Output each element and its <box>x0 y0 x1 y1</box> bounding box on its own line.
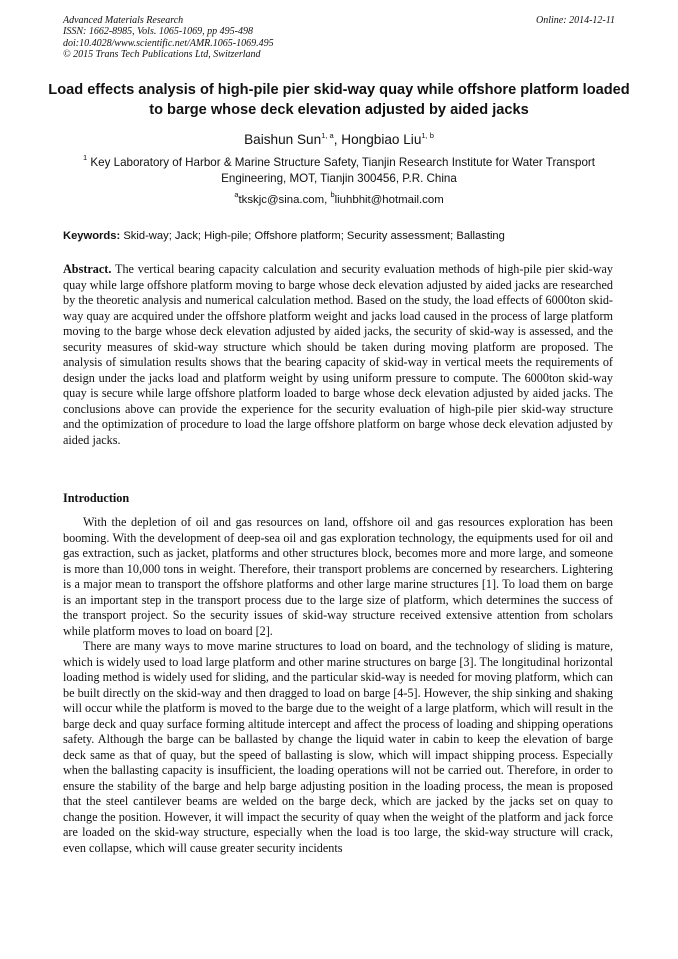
affiliation-number: 1 <box>83 153 88 162</box>
keywords-text: Skid-way; Jack; High-pile; Offshore platform; Security assessment; Ballasting <box>123 230 505 242</box>
author-name: Hongbiao Liu <box>341 132 422 147</box>
keywords-label: Keywords: <box>63 230 121 242</box>
doi-line: doi:10.4028/www.scientific.net/AMR.1065-1069.495 <box>63 37 274 49</box>
affiliation-text: Key Laboratory of Harbor & Marine Structure Safety, Tianjin Research Institute for Water Transport Engineering, MOT, Tianjin 300456, P.R. China <box>90 156 595 185</box>
email-separator: , <box>324 194 331 206</box>
abstract-label: Abstract. <box>63 262 112 276</box>
abstract <box>63 262 613 449</box>
section-heading: Introduction <box>63 491 130 505</box>
author-separator: , <box>333 132 342 147</box>
journal-name: Advanced Materials Research <box>63 15 184 26</box>
paragraph: With the depletion of oil and gas resources on land, offshore oil and gas resources exploration has been booming. With the development of deep-sea oil and gas exploration technology, the equipments used for oil and gas extraction, such as jacket, platforms and other structures block, becomes more and more large, and someone is more than 10,000 tons in weight. Therefore, their transport problems are concerned by researchers. Lightering is a major mean to transport the offshore platforms and other large marine structures [1]. To load them on barge is an important step in the transport process due to the large size of platform, which determines the success of the transport project. So the security issues of skid-way structure received extensive attention from scholars while platform moves to load on board [2]. <box>63 515 613 638</box>
author-name: Baishun Sun <box>244 132 322 147</box>
issn-line: ISSN: 1662-8985, Vols. 1065-1069, pp 495-498 <box>63 26 253 38</box>
introduction-body <box>63 515 613 856</box>
affiliation <box>63 155 615 187</box>
abstract-text: The vertical bearing capacity calculation and security evaluation methods of high-pile pier skid-way quay while large offshore platform moving to barge whose deck elevation adjusted by aided jacks are researched by the theoretic analysis and numerical calculation method. Based on the study, the load effects of 6000ton skid-way quay are acquired under the offshore platform weight and jacks load caused in the process of large platform moving to the barge whose deck elevation adjusted by aided jacks, the security of skid-way is assessed, and the security measures of skid-way structure which should be taken during moving platform are proposed. The analysis of simulation results shows that the bearing capacity of skid-way in vertical meets the requirements of design under the jacks load and platform weight by using uniform pressure to compute. The 6000ton skid-way quay is secure while large offshore platform loaded to barge whose deck elevation adjusted by aided jacks. The conclusions above can provide the experience for the security evaluation of high-pile pier skid-way structure and the optimization of procedure to load the large offshore platform on barge whose deck elevation adjusted by aided jacks. <box>63 262 613 448</box>
online-date: Online: 2014-12-11 <box>536 15 615 26</box>
email-superscript: a <box>234 190 239 199</box>
author-list <box>40 131 638 148</box>
email-list <box>63 190 615 207</box>
copyright-line: © 2015 Trans Tech Publications Ltd, Switzerland <box>63 49 261 61</box>
email-superscript: b <box>330 190 335 199</box>
email-address: liuhbhit@hotmail.com <box>334 194 444 206</box>
author-superscript: 1, b <box>421 131 434 140</box>
email-address: tkskjc@sina.com <box>238 194 325 206</box>
paragraph: There are many ways to move marine structures to load on board, and the technology of sliding is mature, which is widely used to load large platform and other marine structures on barge [3]. The longitudinal horizontal loading method is widely used for sliding, and the particular skid-way is needed for moving platform, which can be built directly on the skid-way and then dragged to load on barge [4-5]. However, the ship sinking and shaking will occur while the platform is moved to the barge due to the weight of a large platform, which will result in the barge deck and quay surface forming altitude intercept and affect the process of loading and shipping operations safety. Although the barge can be ballasted by change the liquid water in cabin to keep the elevation of barge deck same as that of quay, but the speed of ballasting is slow, which will impact shipping process. Especially when the ballasting capacity is insufficient, the loading operations will not be carried out. Therefore, in order to ensure the stability of the barge and help barge adjusting position in the loading process, the mean is proposed that the steel cantilever beams are welded on the barge deck, which are jacked by the jacks set on quay to change the position. However, it will impact the security of quay when the weight of the platform and jack force are loaded on the skid-way structure, especially when the load is too large, the skid-way structure will crack, even collapse, which will cause greater security incidents <box>63 639 613 855</box>
author-superscript: 1, a <box>321 131 334 140</box>
paper-title: Load effects analysis of high-pile pier skid-way quay while offshore platform loaded to barge whose deck elevation adjusted by aided jacks <box>48 82 630 118</box>
journal-header <box>63 15 615 61</box>
keywords <box>63 229 623 243</box>
